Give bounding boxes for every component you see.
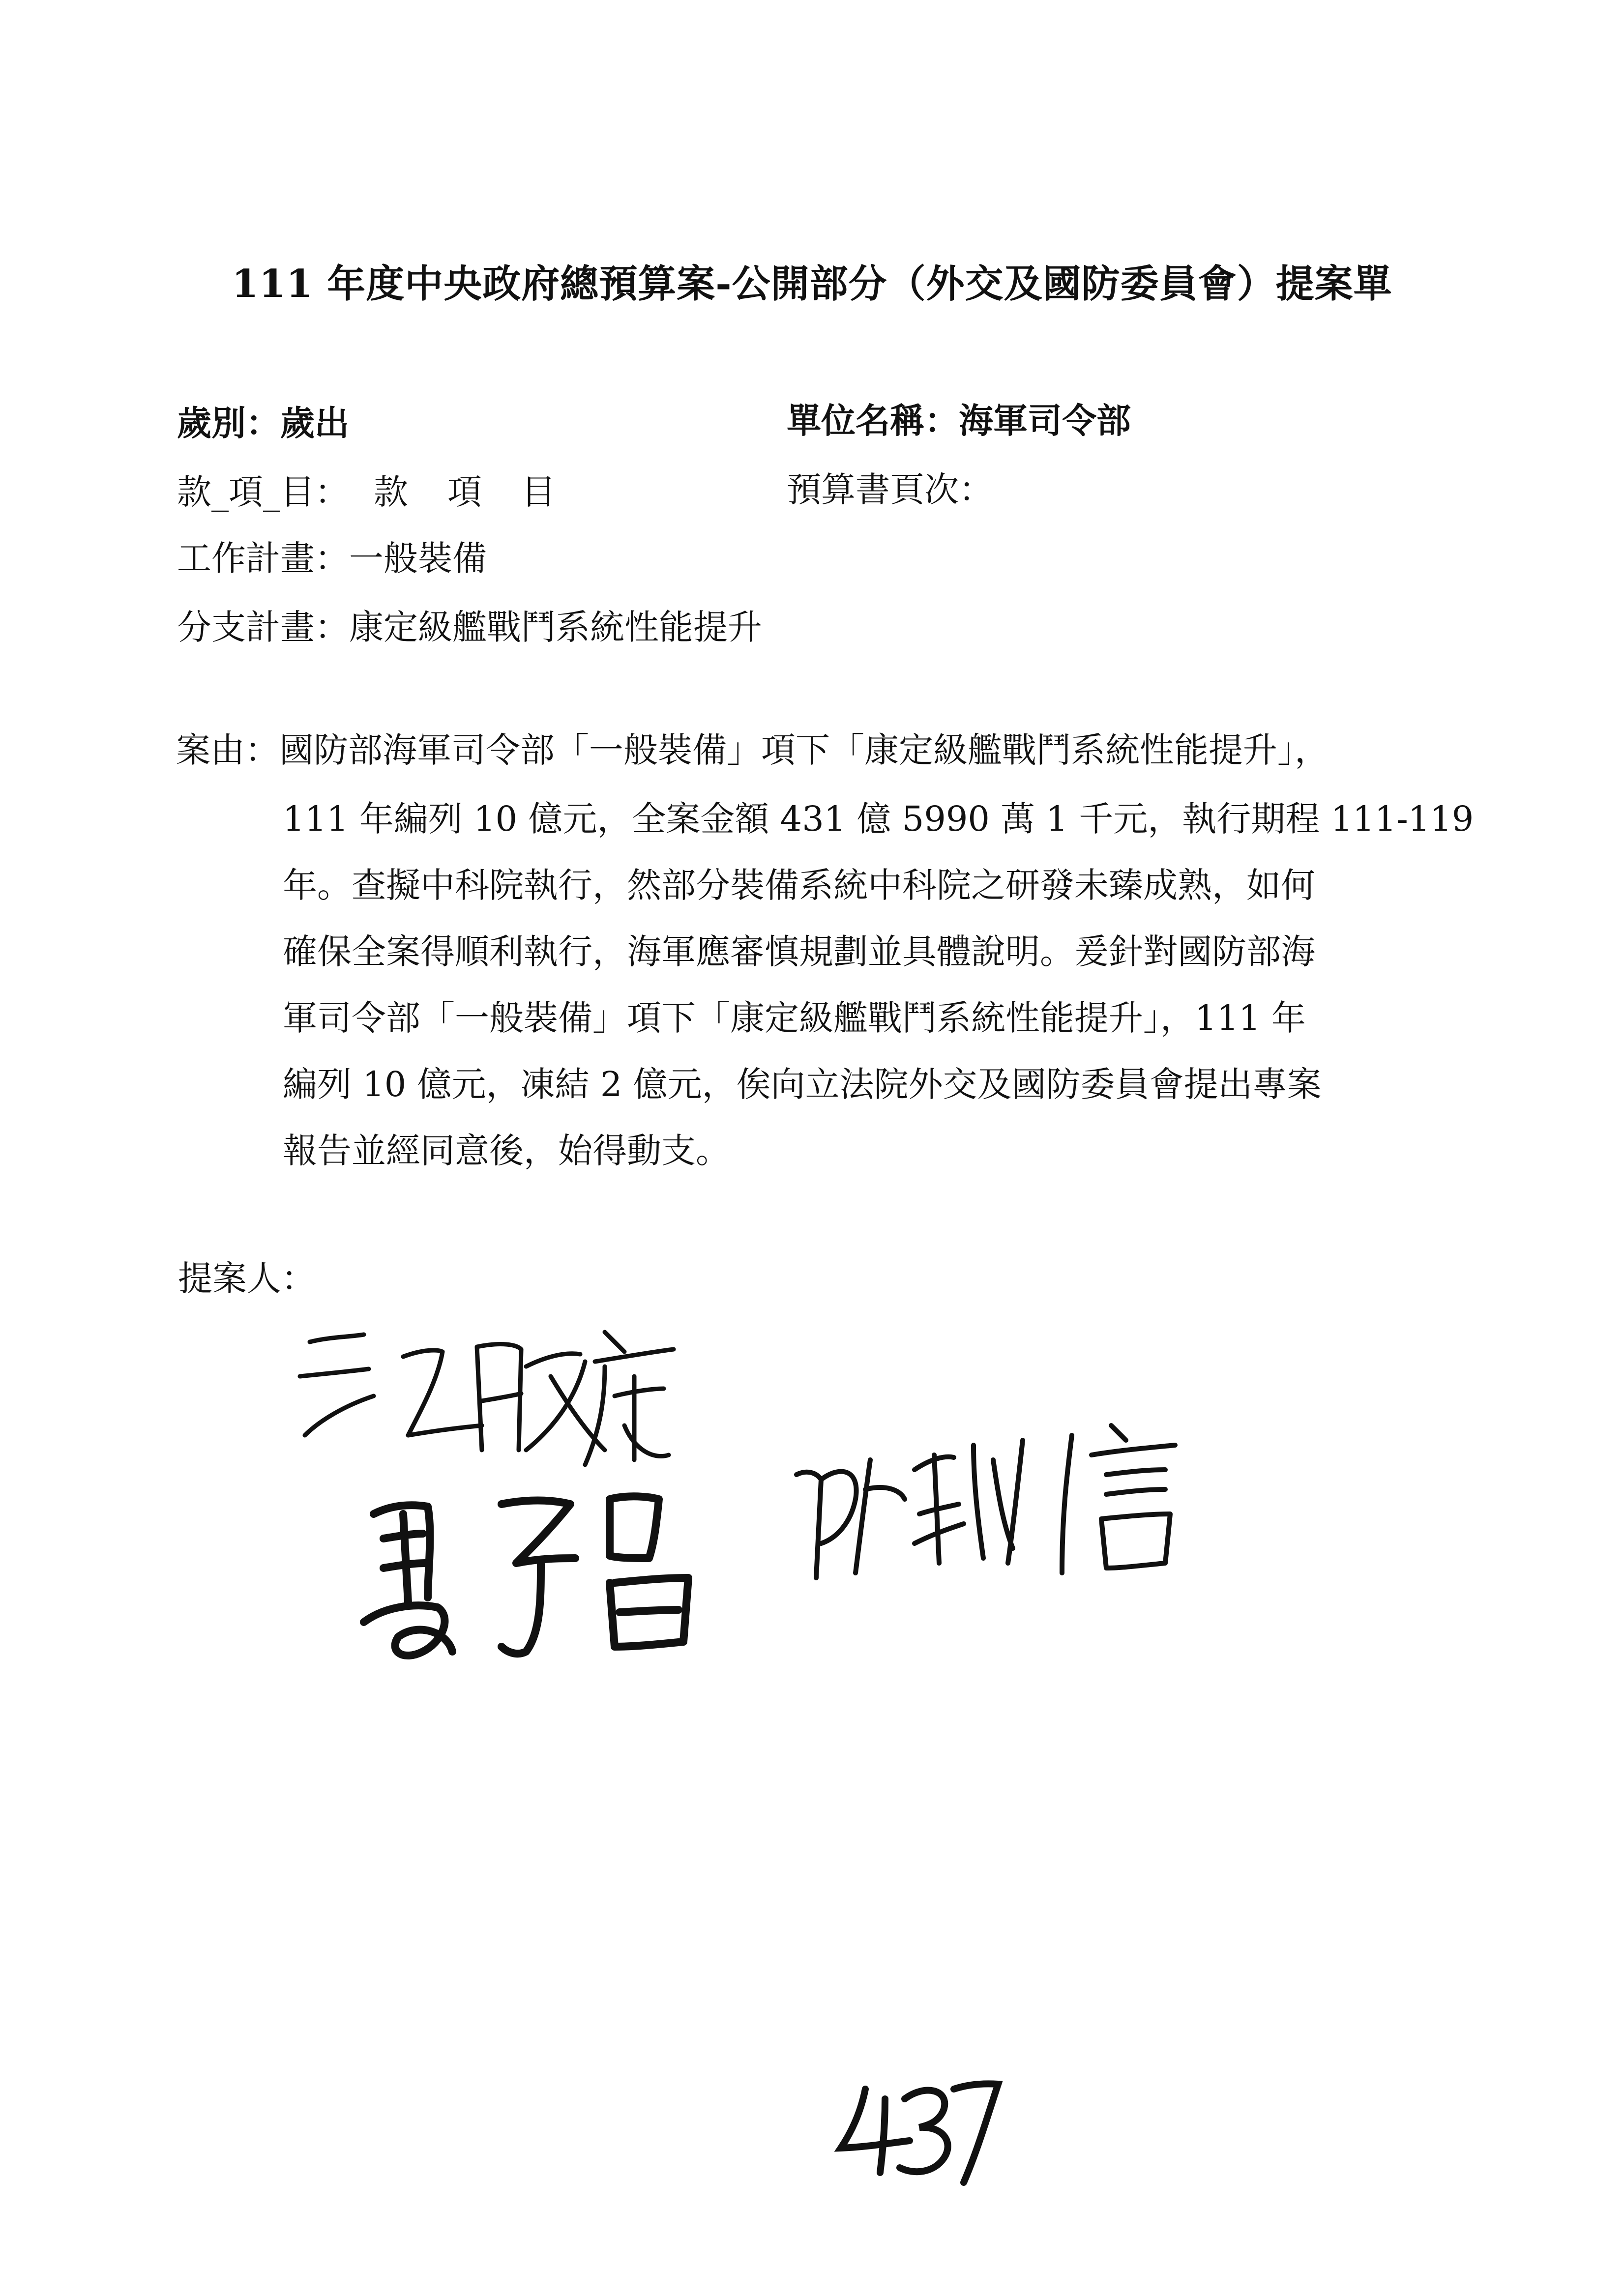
reason-line: 111 年編列 10 億元，全案金額 431 億 5990 萬 1 千元，執行期程 111-119 xyxy=(283,799,1474,839)
reason-line: 確保全案得順利執行，海軍應審慎規劃並具體說明。爰針對國防部海 xyxy=(283,931,1315,972)
handwritten-signature-1 xyxy=(290,1303,683,1480)
reason-line: 軍司令部「一般裝備」項下「康定級艦戰鬥系統性能提升」，111 年 xyxy=(283,998,1306,1038)
item-mu: 目 xyxy=(521,472,556,512)
handwritten-signature-2 xyxy=(354,1484,708,1691)
reason-line: 國防部海軍司令部「一般裝備」項下「康定級艦戰鬥系統性能提升」， xyxy=(279,730,1329,770)
unit-field xyxy=(787,393,1131,443)
reason-line: 報告並經同意後，始得動支。 xyxy=(283,1131,730,1171)
unit-value: 海軍司令部 xyxy=(959,400,1131,441)
item-field xyxy=(177,465,556,514)
unit-label: 單位名稱： xyxy=(787,400,959,441)
category-label: 歲別： xyxy=(177,403,280,443)
sub-plan-label: 分支計畫： xyxy=(177,607,349,647)
work-plan-value: 一般裝備 xyxy=(349,538,487,579)
budget-page-field xyxy=(787,462,993,512)
handwritten-page-number xyxy=(831,2069,1008,2197)
category-field xyxy=(177,396,349,445)
item-kuan: 款 xyxy=(374,472,408,512)
document-title: 111 年度中央政府總預算案-公開部分（外交及國防委員會）提案單 xyxy=(232,262,1392,306)
sub-plan-value: 康定級艦戰鬥系統性能提升 xyxy=(349,607,762,647)
reason-label: 案由： xyxy=(176,730,279,770)
sub-plan-field xyxy=(177,600,762,649)
item-xiang: 項 xyxy=(447,472,482,512)
reason-line: 年。查擬中科院執行，然部分裝備系統中科院之研發未臻成熟，如何 xyxy=(283,865,1315,905)
work-plan-field xyxy=(177,531,487,581)
reason-line: 編列 10 億元，凍結 2 億元，俟向立法院外交及國防委員會提出專案 xyxy=(283,1064,1322,1104)
handwritten-signature-3 xyxy=(787,1416,1210,1593)
category-value: 歲出 xyxy=(280,403,349,443)
proposer-label: 提案人： xyxy=(178,1258,316,1299)
reason-first-line xyxy=(176,723,1329,772)
work-plan-label: 工作計畫： xyxy=(177,538,349,579)
budget-page-label: 預算書頁次： xyxy=(787,469,993,510)
item-label: 款_項_目： xyxy=(177,472,349,512)
